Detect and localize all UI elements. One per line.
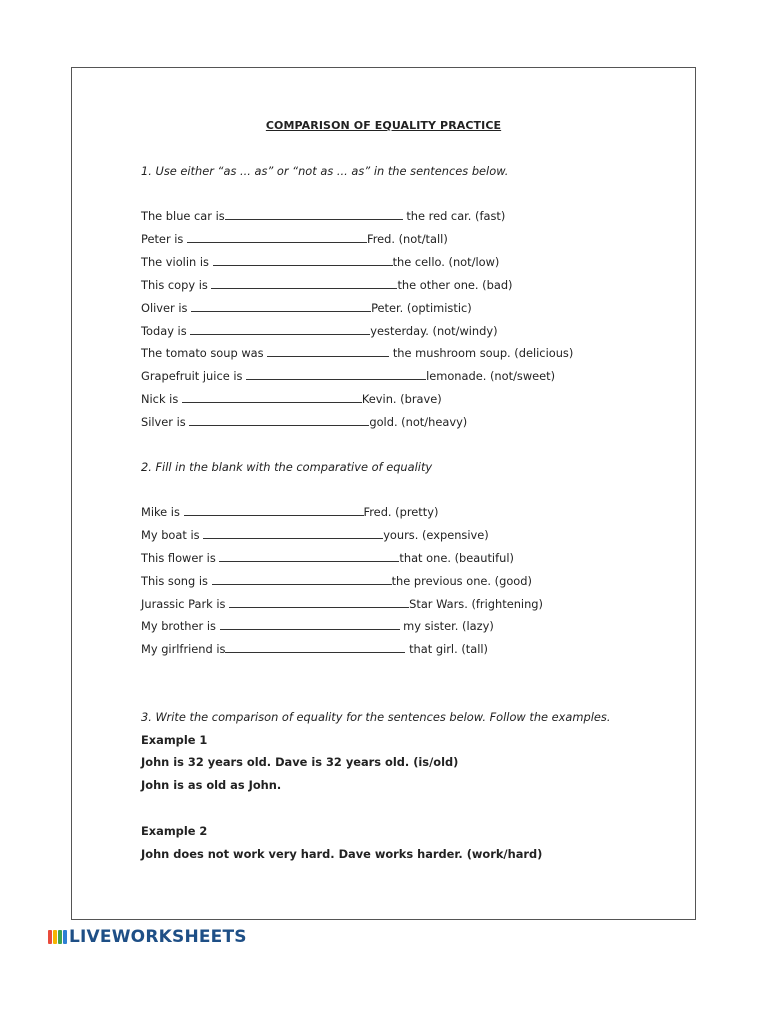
answer-blank[interactable] bbox=[190, 324, 370, 335]
exercise-line: My boat is yours. (expensive) bbox=[141, 528, 489, 542]
answer-blank[interactable] bbox=[189, 415, 369, 426]
answer-blank[interactable] bbox=[182, 392, 362, 403]
answer-blank[interactable] bbox=[220, 619, 400, 630]
answer-blank[interactable] bbox=[225, 209, 403, 220]
example1-sentence: John is 32 years old. Dave is 32 years old. (is/old) bbox=[141, 755, 459, 769]
section1-instruction: 1. Use either “as ... as” or “not as ... as” in the sentences below. bbox=[141, 164, 509, 178]
answer-blank[interactable] bbox=[267, 346, 389, 357]
answer-blank[interactable] bbox=[225, 642, 405, 653]
worksheet-title: COMPARISON OF EQUALITY PRACTICE bbox=[265, 119, 502, 132]
answer-blank[interactable] bbox=[229, 597, 409, 608]
answer-blank[interactable] bbox=[246, 369, 426, 380]
answer-blank[interactable] bbox=[187, 232, 367, 243]
exercise-line: This flower is that one. (beautiful) bbox=[141, 551, 514, 565]
liveworksheets-logo[interactable] bbox=[48, 928, 247, 946]
exercise-line: Grapefruit juice is lemonade. (not/sweet) bbox=[141, 369, 556, 383]
liveworksheets-logo-text: LIVEWORKSHEETS bbox=[69, 927, 247, 947]
liveworksheets-logo-icon bbox=[48, 930, 67, 944]
exercise-line: The violin is the cello. (not/low) bbox=[141, 255, 500, 269]
exercise-line: Oliver is Peter. (optimistic) bbox=[141, 301, 472, 315]
exercise-line: Mike is Fred. (pretty) bbox=[141, 505, 439, 519]
answer-blank[interactable] bbox=[184, 505, 364, 516]
section3-instruction: 3. Write the comparison of equality for the sentences below. Follow the examples. bbox=[141, 710, 611, 724]
answer-blank[interactable] bbox=[203, 528, 383, 539]
example1-answer: John is as old as John. bbox=[141, 778, 282, 792]
example1-label: Example 1 bbox=[141, 733, 208, 747]
answer-blank[interactable] bbox=[191, 301, 371, 312]
exercise-line: The tomato soup was the mushroom soup. (delicious) bbox=[141, 346, 574, 360]
exercise-line: Jurassic Park is Star Wars. (frightening) bbox=[141, 597, 543, 611]
exercise-line: Today is yesterday. (not/windy) bbox=[141, 324, 498, 338]
exercise-line: My girlfriend is that girl. (tall) bbox=[141, 642, 488, 656]
exercise-line: Nick is Kevin. (brave) bbox=[141, 392, 442, 406]
example2-label: Example 2 bbox=[141, 824, 208, 838]
example2-sentence: John does not work very hard. Dave works harder. (work/hard) bbox=[141, 847, 543, 861]
exercise-line: My brother is my sister. (lazy) bbox=[141, 619, 494, 633]
exercise-line: The blue car is the red car. (fast) bbox=[141, 209, 506, 223]
answer-blank[interactable] bbox=[211, 278, 397, 289]
exercise-line: Peter is Fred. (not/tall) bbox=[141, 232, 448, 246]
exercise-line: This song is the previous one. (good) bbox=[141, 574, 532, 588]
worksheet-page bbox=[71, 67, 696, 920]
exercise-line: Silver is gold. (not/heavy) bbox=[141, 415, 468, 429]
answer-blank[interactable] bbox=[213, 255, 393, 266]
answer-blank[interactable] bbox=[212, 574, 392, 585]
exercise-line: This copy is the other one. (bad) bbox=[141, 278, 513, 292]
answer-blank[interactable] bbox=[219, 551, 399, 562]
section2-instruction: 2. Fill in the blank with the comparative of equality bbox=[141, 460, 433, 474]
